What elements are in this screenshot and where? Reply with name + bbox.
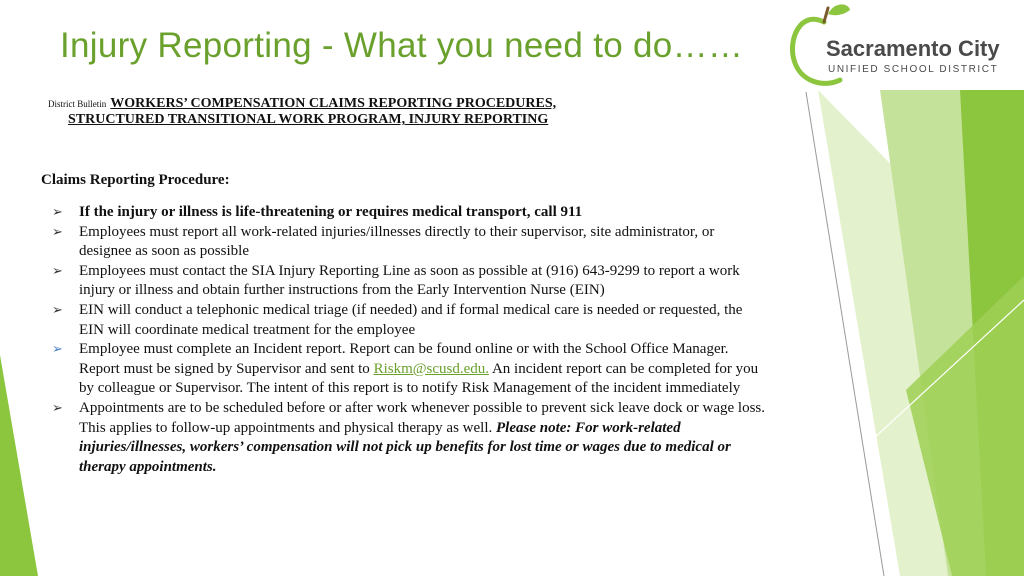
arrowhead-icon: ➢ bbox=[52, 205, 63, 220]
list-item bbox=[50, 340, 770, 399]
bullet-text: Employee must complete an Incident report. Report can be found online or with the School Office Manager. Report must be signed by Supervisor and sent to bbox=[79, 341, 729, 377]
bullet-text-continued: An incident report can be completed for you by colleague or Supervisor. The intent of this report is to notify Risk Management of the incident immediately bbox=[79, 360, 759, 397]
list-item bbox=[50, 399, 770, 477]
bullet-text: If the injury or illness is life-threatening or requires medical transport, call 911 bbox=[79, 204, 583, 220]
arrowhead-icon: ➢ bbox=[52, 302, 63, 318]
list-item bbox=[50, 203, 770, 223]
arrowhead-icon: ➢ bbox=[52, 263, 63, 279]
list-item bbox=[50, 262, 770, 301]
arrowhead-icon: ➢ bbox=[52, 400, 63, 416]
list-item bbox=[50, 301, 770, 340]
slide-title: Injury Reporting - What you need to do…… bbox=[60, 26, 744, 65]
district-logo bbox=[784, 0, 1012, 90]
bulletin-title-line1: WORKERS’ COMPENSATION CLAIMS REPORTING PROCEDURES, bbox=[110, 96, 557, 111]
bulletin-label: District Bulletin bbox=[48, 99, 107, 109]
bulletin-title-line2: STRUCTURED TRANSITIONAL WORK PROGRAM, INJURY REPORTING bbox=[68, 112, 549, 127]
left-green-sliver bbox=[0, 355, 38, 576]
logo-name: Sacramento City bbox=[826, 36, 1000, 61]
arrowhead-icon: ➢ bbox=[52, 224, 63, 240]
risk-email-link[interactable]: Riskm@scusd.edu. bbox=[373, 360, 490, 377]
list-item bbox=[50, 223, 770, 262]
logo-subtitle: UNIFIED SCHOOL DISTRICT bbox=[828, 64, 999, 75]
bullet-text: EIN will conduct a telephonic medical triage (if needed) and if formal medical care is needed or requested, the EIN will coordinate medical treatment for the employee bbox=[79, 301, 743, 338]
section-heading: Claims Reporting Procedure: bbox=[41, 172, 230, 188]
bullet-text: Employees must contact the SIA Injury Reporting Line as soon as possible at (916) 643-9299 to report a work injury or illness and obtain further instructions from the Early Intervention Nurse (EIN) bbox=[79, 262, 740, 299]
bullet-note: Please note: For work-related injuries/illnesses, workers’ compensation will not pick up benefits for lost time or wages due to medical or therapy appointments. bbox=[79, 419, 731, 475]
arrowhead-icon: ➢ bbox=[52, 342, 63, 358]
procedure-list bbox=[50, 203, 770, 477]
bullet-text: Employees must report all work-related injuries/illnesses directly to their supervisor, site administrator, or designee as soon as possible bbox=[79, 223, 715, 260]
bullet-text: Appointments are to be scheduled before or after work whenever possible to prevent sick leave dock or wage loss. This applies to follow-up appointments and physical therapy as well. bbox=[79, 399, 766, 436]
bulletin-header bbox=[48, 96, 688, 128]
